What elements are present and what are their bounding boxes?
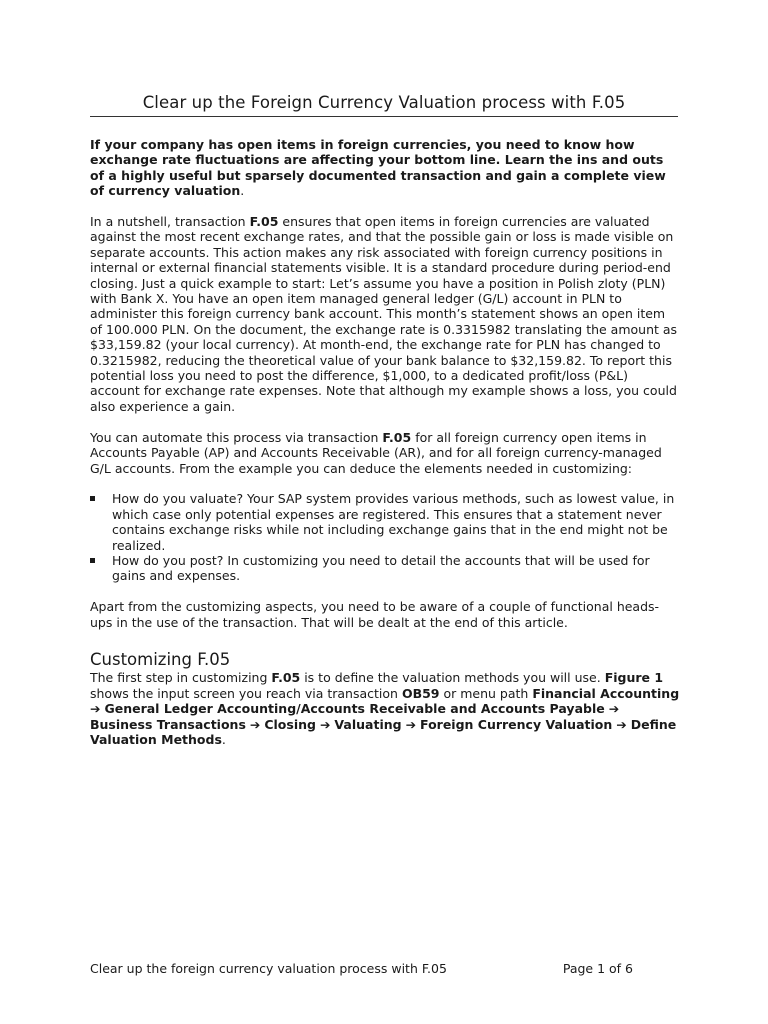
menu-path-step: Business Transactions xyxy=(90,716,246,732)
para4-text-1: The first step in customizing xyxy=(90,670,272,686)
list-item xyxy=(90,491,680,553)
para2-text-2: for all foreign currency open items in Accounts Payable (AP) and Accounts Receivable (AR), and for all foreign currency-managed G/L accounts. From the example you can deduce the elements needed in customizing: xyxy=(90,429,662,476)
bullet-text: How do you valuate? Your SAP system provides various methods, such as lowest value, in which case only potential expenses are registered. This ensures that a statement never contains exchange risks while not including exchange gains that in the end might not be realized. xyxy=(112,491,675,553)
para4-text-4: or menu path xyxy=(439,685,533,701)
menu-path-step: Closing xyxy=(264,716,316,732)
paragraph-heads-ups: Apart from the customizing aspects, you need to be aware of a couple of functional heads-ups in the use of the transaction. That will be dealt at the end of this article. xyxy=(90,599,660,630)
intro-paragraph xyxy=(90,137,680,199)
menu-path-step: Financial Accounting xyxy=(532,685,680,701)
arrow-right-icon: ➔ xyxy=(405,716,417,732)
arrow-right-icon: ➔ xyxy=(608,701,620,717)
menu-path-step: Valuating xyxy=(334,716,402,732)
footer-title: Clear up the foreign currency valuation process with F.05 xyxy=(90,961,447,976)
arrow-right-icon: ➔ xyxy=(319,716,331,732)
para1-text-2: ensures that open items in foreign currencies are valuated against the most recent exchange rates, and that the possible gain or loss is made visible on separate accounts. This action makes any risk associated with foreign currency positions in internal or external financial statements visible. It is a standard procedure during period-end closing. Just a quick example to start: Let’s assume you have a position in Polish zloty (PLN) with Bank X. You have an open item managed general ledger (G/L) account in PLN to administer this foreign currency bank account. This month’s statement shows an open item of 100.000 PLN. On the document, the exchange rate is 0.3315982 translating the amount as $33,159.82 (your local currency). At month-end, the exchange rate for PLN has changed to 0.3215982, reducing the theoretical value of your bank balance to $32,159.82. To report this potential loss you need to post the difference, $1,000, to a dedicated profit/loss (P&L) account for exchange rate expenses. Note that although my example shows a loss, you could also experience a gain. xyxy=(90,214,678,414)
paragraph-customizing xyxy=(90,670,680,747)
menu-path-step: Define Valuation Methods xyxy=(90,716,677,747)
para4-text-3: shows the input screen you reach via transaction xyxy=(90,685,402,701)
page-number: Page 1 of 6 xyxy=(562,961,633,976)
document-body xyxy=(90,137,680,763)
arrow-right-icon: ➔ xyxy=(249,716,261,732)
bullet-text: How do you post? In customizing you need to detail the accounts that will be used for gains and expenses. xyxy=(112,552,650,584)
paragraph-automate xyxy=(90,430,680,476)
document-page xyxy=(90,0,680,1024)
menu-path-step: Foreign Currency Valuation xyxy=(420,716,613,732)
square-bullet-icon xyxy=(90,558,95,563)
figure-reference: Figure 1 xyxy=(604,670,664,686)
list-item xyxy=(90,553,680,584)
para4-transaction-code: F.05 xyxy=(271,670,301,686)
menu-path-step: General Ledger Accounting/Accounts Receivable and Accounts Payable xyxy=(104,701,605,717)
intro-text: If your company has open items in foreign currencies, you need to know how exchange rate fluctuations are affecting your bottom line. Learn the ins and outs of a highly useful but sparsely documented transaction and gain a complete view of currency valuation xyxy=(90,137,666,199)
ob59-transaction-code: OB59 xyxy=(401,685,440,701)
section-heading: Customizing F.05 xyxy=(90,650,231,670)
paragraph-nutshell xyxy=(90,214,680,414)
intro-period: . xyxy=(240,183,245,199)
para2-transaction-code: F.05 xyxy=(382,429,412,445)
bullet-list xyxy=(90,491,680,583)
para1-text-1: In a nutshell, transaction xyxy=(90,214,250,230)
para2-text-1: You can automate this process via transaction xyxy=(90,429,383,445)
square-bullet-icon xyxy=(90,496,95,501)
page-title: Clear up the Foreign Currency Valuation process with F.05 xyxy=(90,92,678,117)
para1-transaction-code: F.05 xyxy=(249,214,279,230)
arrow-right-icon: ➔ xyxy=(90,701,101,717)
arrow-right-icon: ➔ xyxy=(616,716,627,732)
para4-period: . xyxy=(221,731,226,747)
para4-text-2: is to define the valuation methods you will use. xyxy=(300,670,605,686)
